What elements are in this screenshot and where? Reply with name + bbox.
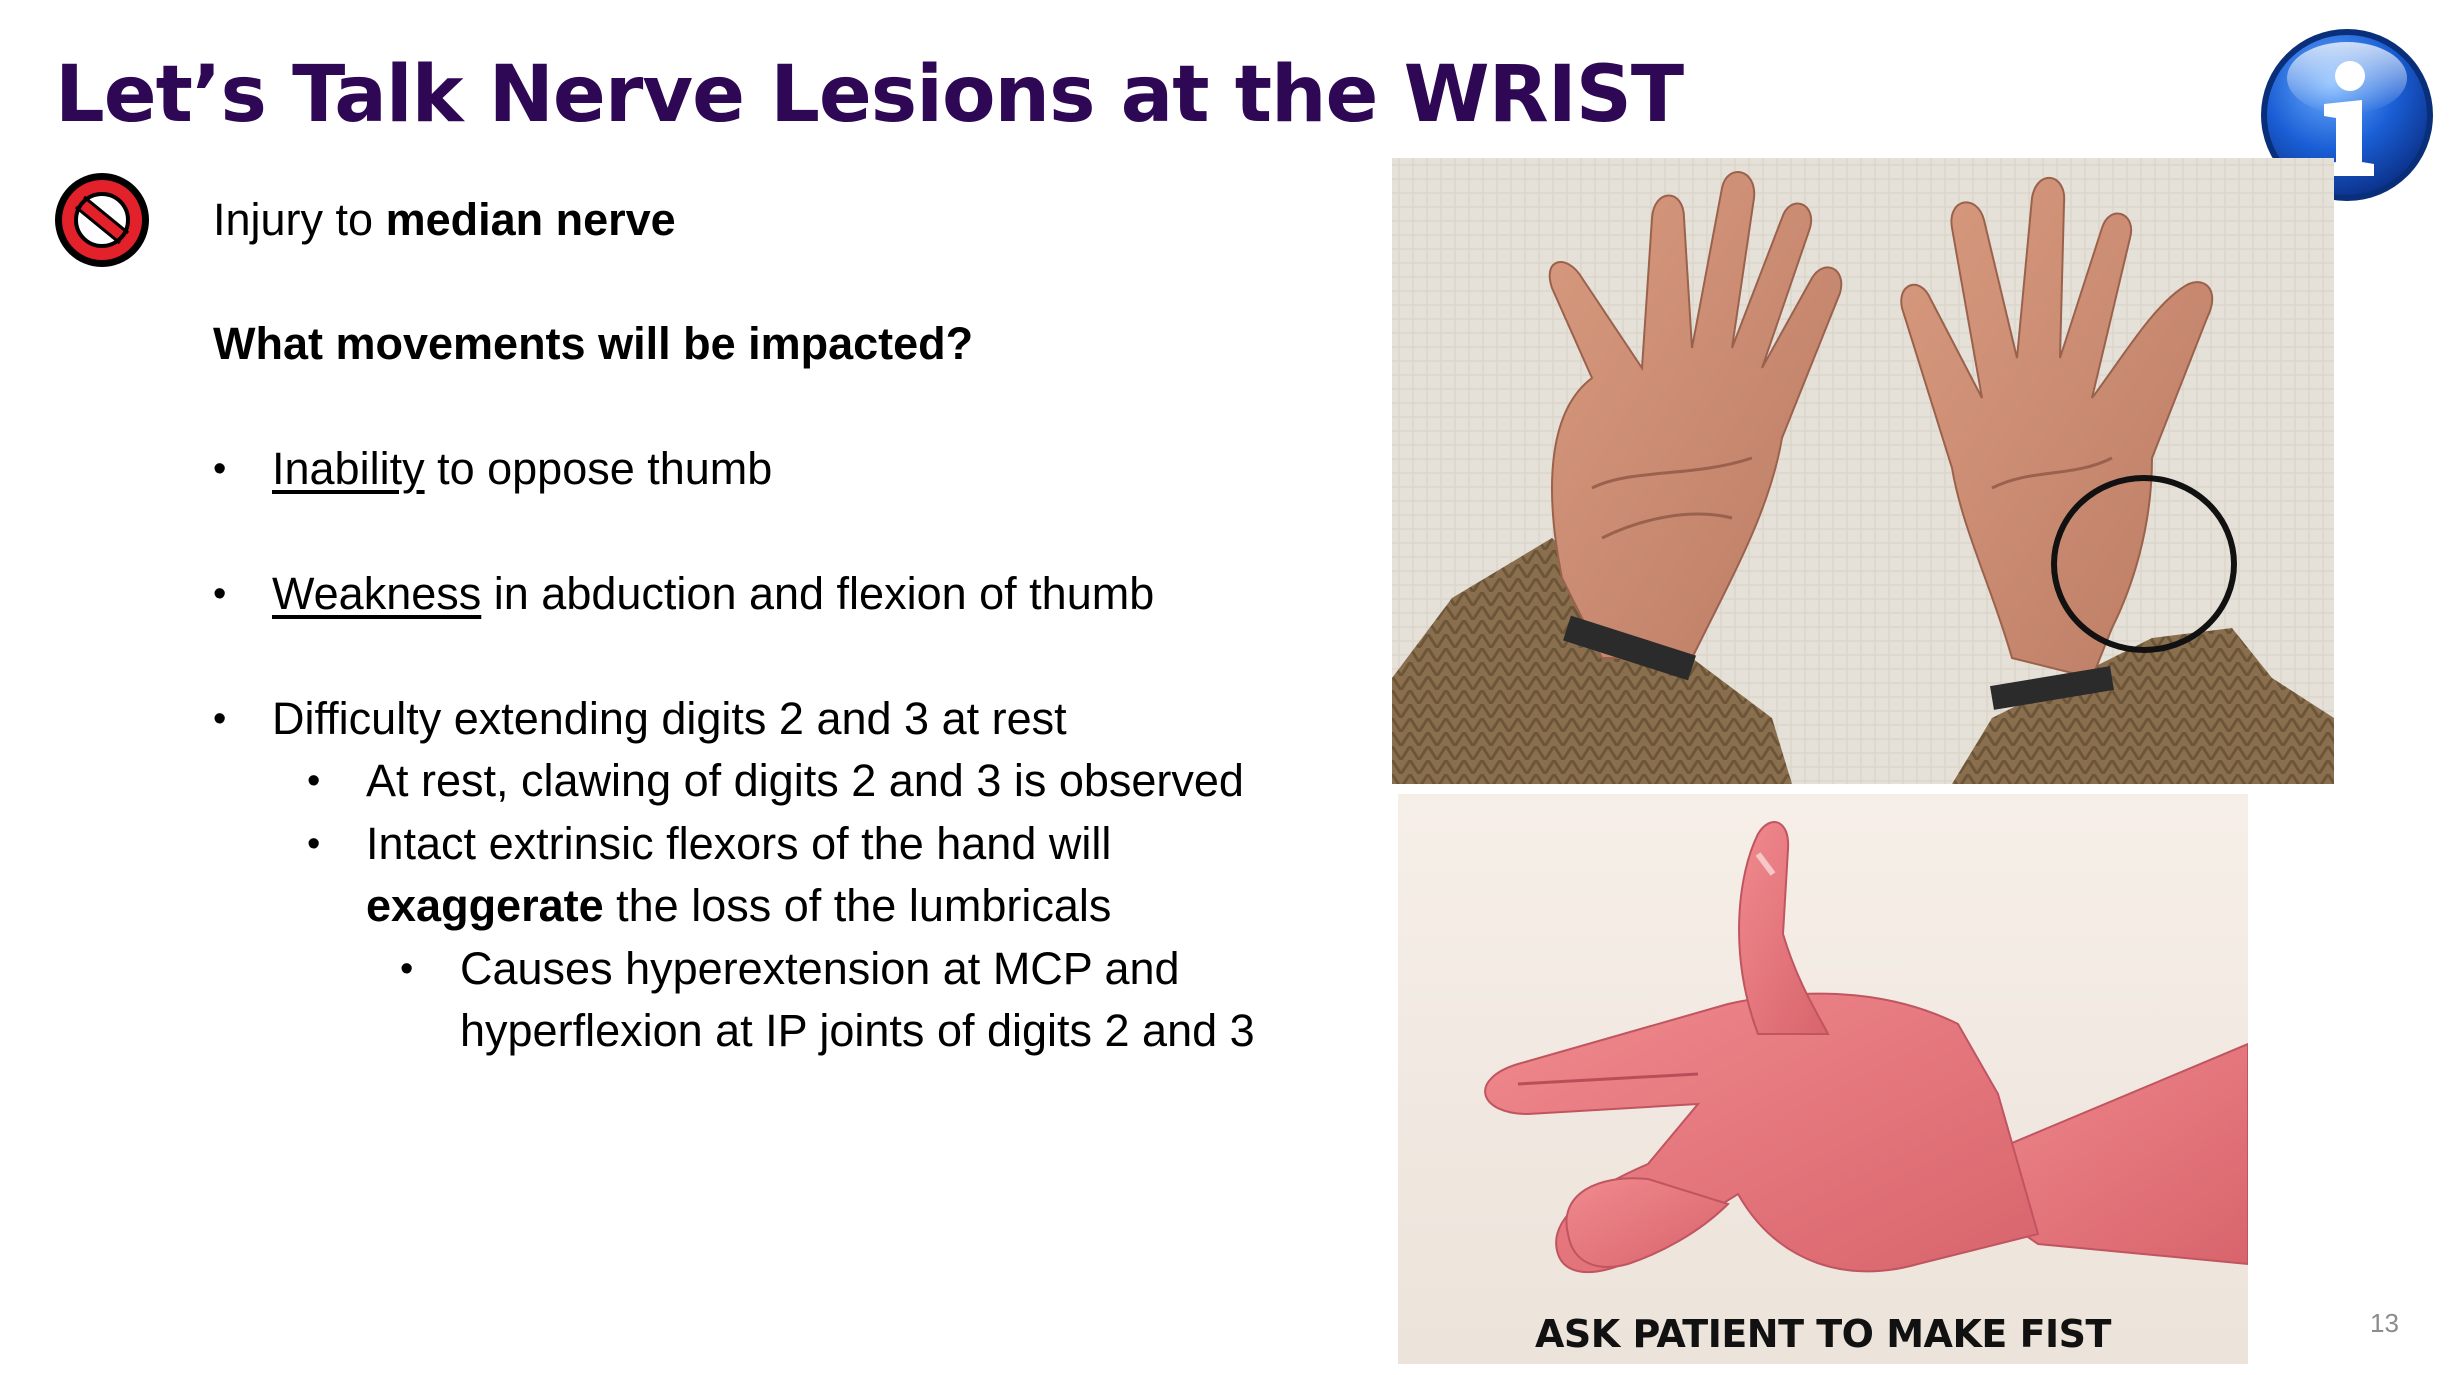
hands-palms-photo: [1392, 158, 2334, 784]
sub-bullet-item-2-line-1: Intact extrinsic flexors of the hand will: [366, 818, 1112, 869]
slide-title: Let’s Talk Nerve Lesions at the WRIST: [55, 50, 1684, 140]
bullet-item-1: [272, 438, 772, 500]
sub-bullet-item-2-line-2: [366, 875, 1111, 937]
sub-sub-bullet-line-1: Causes hyperextension at MCP and: [460, 943, 1180, 994]
bullet-dot: •: [213, 448, 227, 490]
sub-bullet-2-emphasis: exaggerate: [366, 880, 604, 931]
bullet-2-rest: in abduction and flexion of thumb: [481, 568, 1155, 619]
sub-bullet-dot: •: [307, 760, 321, 802]
intro-emphasis: median nerve: [385, 194, 676, 245]
hands-palms-illustration: [1392, 158, 2334, 784]
question-text: What movements will be impacted?: [213, 318, 974, 369]
bullet-item-2: [272, 563, 1154, 625]
page-number: 13: [2370, 1308, 2399, 1338]
bullet-1-rest: to oppose thumb: [424, 443, 773, 494]
bullet-dot: •: [213, 698, 227, 740]
intro-line: [213, 189, 676, 251]
sub-bullet-2-rest: the loss of the lumbricals: [603, 880, 1112, 931]
slide-body: [0, 0, 1380, 1100]
sub-bullet-item-1: At rest, clawing of digits 2 and 3 is observed: [366, 755, 1244, 806]
fist-attempt-photo: [1398, 794, 2248, 1364]
bullet-item-3: Difficulty extending digits 2 and 3 at rest: [272, 693, 1067, 744]
bullet-dot: •: [213, 573, 227, 615]
bullet-1-underlined: Inability: [272, 443, 425, 494]
question-heading: [213, 313, 973, 375]
sub-sub-bullet-dot: •: [400, 948, 414, 990]
bullet-2-underlined: Weakness: [272, 568, 482, 619]
intro-prefix: Injury to: [213, 194, 386, 245]
photo-caption: ASK PATIENT TO MAKE FIST: [1535, 1312, 2111, 1356]
fist-attempt-illustration: [1398, 794, 2248, 1364]
sub-sub-bullet-line-2: hyperflexion at IP joints of digits 2 and 3: [460, 1005, 1255, 1056]
sub-bullet-dot: •: [307, 823, 321, 865]
